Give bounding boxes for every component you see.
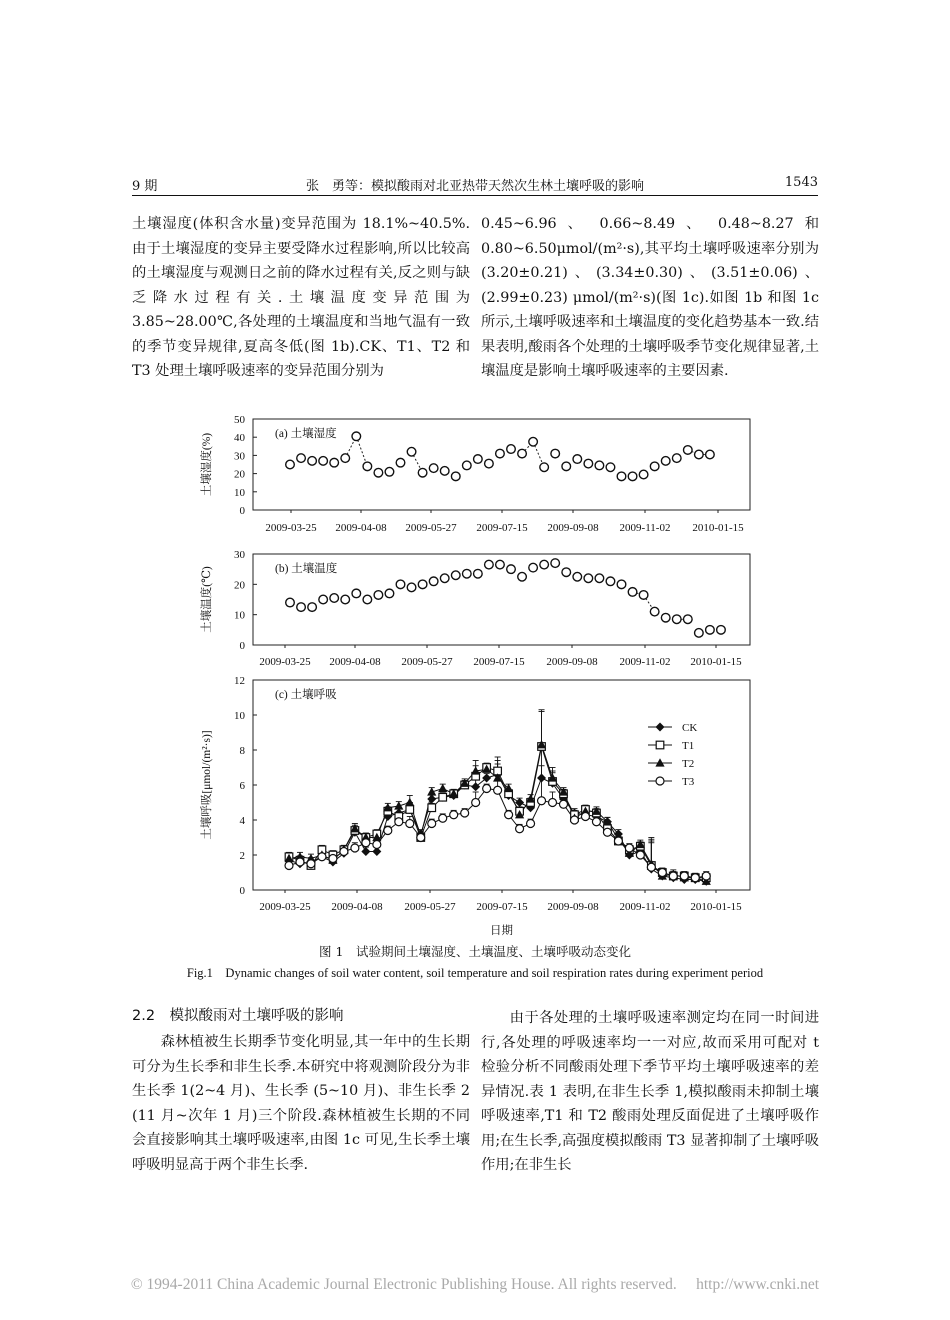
data-point bbox=[485, 459, 494, 468]
data-point bbox=[717, 626, 726, 635]
data-point bbox=[341, 595, 350, 604]
y-tick-label: 40 bbox=[234, 432, 245, 445]
t3-marker bbox=[296, 858, 304, 866]
t3-marker bbox=[603, 828, 611, 836]
y-tick-label: 8 bbox=[239, 745, 245, 757]
x-tick-label: 2010-01-15 bbox=[690, 901, 742, 913]
t3-marker bbox=[527, 820, 535, 828]
data-point bbox=[496, 449, 505, 458]
y-axis-label: 土壤湿度(%) bbox=[201, 432, 213, 497]
data-point bbox=[518, 449, 527, 458]
x-tick-label: 2009-04-08 bbox=[331, 901, 383, 913]
data-point bbox=[573, 455, 582, 464]
data-point bbox=[639, 470, 648, 479]
data-point bbox=[584, 574, 593, 583]
data-point bbox=[573, 572, 582, 581]
y-tick-label: 50 bbox=[234, 414, 245, 426]
data-point bbox=[429, 577, 438, 586]
figure-caption-en: Fig.1 Dynamic changes of soil water content, soil temperature and soil respiration rates during experiment period bbox=[186, 966, 764, 980]
bottom-left-paragraph: 森林植被生长期季节变化明显,其一年中的生长期可分为生长季和非生长季.本研究中将观测阶段分为非生长季 1(2~4 月)、生长季 (5~10 月)、非生长季 2 (11 月~次年 1 月)三个阶段.森林植被生长期的不同会直接影响其土壤呼吸速率,由图 1c 可见,生长季土壤呼吸明显高于两个非生长季. bbox=[132, 1034, 470, 1173]
x-tick-label: 2009-11-02 bbox=[619, 522, 671, 534]
data-point bbox=[407, 583, 416, 592]
panel-label: (c) 土壤呼吸 bbox=[275, 689, 337, 701]
data-point bbox=[396, 458, 405, 467]
x-tick-label: 2009-09-08 bbox=[547, 522, 599, 534]
data-point bbox=[695, 629, 704, 638]
data-point bbox=[385, 467, 394, 476]
data-point bbox=[650, 462, 659, 471]
data-point bbox=[496, 560, 505, 569]
top-left-paragraph: 土壤湿度(体积含水量)变异范围为 18.1%~40.5%. 由于土壤湿度的变异主要受降水过程影响,所以比较高的土壤湿度与观测日之前的降水过程有关,反之则与缺乏降水过程有关.土壤温度变异范围为 3.85~28.00℃,各处理的土壤温度和当地气温有一致的季节变异规律,夏高冬低(图 1b).CK、T1、T2 和 T3 处理土壤呼吸速率的变异范围分别为 bbox=[132, 216, 470, 379]
x-tick-label: 2009-07-15 bbox=[476, 522, 528, 534]
t3-marker bbox=[384, 827, 392, 835]
legend-label: T2 bbox=[682, 758, 695, 770]
data-point bbox=[286, 598, 295, 607]
data-point bbox=[363, 595, 372, 604]
t3-marker bbox=[647, 863, 655, 871]
t3-marker bbox=[362, 839, 370, 847]
x-tick-label: 2009-04-08 bbox=[329, 656, 381, 668]
ck-marker bbox=[427, 795, 436, 804]
data-point bbox=[474, 569, 483, 578]
t3-marker bbox=[285, 862, 293, 870]
y-tick-label: 6 bbox=[239, 780, 245, 792]
x-tick-label: 2009-09-08 bbox=[546, 656, 598, 668]
t3-marker bbox=[516, 825, 524, 833]
t3-marker bbox=[549, 799, 557, 807]
data-point bbox=[540, 463, 549, 472]
ck-marker bbox=[471, 782, 480, 791]
data-point bbox=[319, 595, 328, 604]
t3-marker bbox=[680, 872, 688, 880]
issue-number: 9 期 bbox=[132, 179, 158, 194]
t1-marker bbox=[656, 741, 664, 749]
x-tick-label: 2009-03-25 bbox=[259, 656, 311, 668]
data-point bbox=[429, 464, 438, 473]
data-point bbox=[363, 462, 372, 471]
data-point bbox=[507, 565, 516, 574]
t3-marker bbox=[592, 818, 600, 826]
panel-label: (b) 土壤温度 bbox=[275, 563, 338, 575]
data-point bbox=[463, 569, 472, 578]
data-point bbox=[330, 458, 339, 467]
running-title: 张 勇等：模拟酸雨对北亚热带天然次生林土壤呼吸的影响 bbox=[305, 179, 644, 194]
data-point bbox=[440, 467, 449, 476]
data-point bbox=[529, 437, 538, 446]
data-point bbox=[584, 459, 593, 468]
y-tick-label: 10 bbox=[234, 609, 245, 622]
t3-marker bbox=[483, 785, 491, 793]
x-tick-label: 2009-03-25 bbox=[265, 522, 317, 534]
data-point bbox=[330, 594, 339, 603]
data-point bbox=[341, 454, 350, 463]
data-point bbox=[684, 446, 693, 455]
copyright-footer: © 1994-2011 China Academic Journal Electronic Publishing House. All rights reserved. http://www.cnki.net bbox=[130, 1276, 820, 1293]
data-point bbox=[551, 559, 560, 568]
x-tick-label: 2009-07-15 bbox=[476, 901, 528, 913]
data-point bbox=[606, 577, 615, 586]
data-point bbox=[617, 472, 626, 481]
x-tick-label: 2009-03-25 bbox=[259, 901, 311, 913]
x-tick-label: 2009-11-02 bbox=[619, 901, 671, 913]
t3-marker bbox=[472, 799, 480, 807]
x-tick-label: 2010-01-15 bbox=[690, 656, 742, 668]
data-point bbox=[396, 580, 405, 589]
data-point bbox=[551, 449, 560, 458]
data-point bbox=[440, 574, 449, 583]
t3-marker bbox=[636, 851, 644, 859]
data-point bbox=[595, 461, 604, 470]
data-point bbox=[661, 457, 670, 466]
data-point bbox=[418, 580, 427, 589]
data-point bbox=[529, 563, 538, 572]
data-point bbox=[319, 457, 328, 466]
data-point bbox=[286, 460, 295, 469]
t3-marker bbox=[329, 855, 337, 863]
data-point bbox=[463, 461, 472, 470]
t3-marker bbox=[538, 797, 546, 805]
data-point bbox=[540, 560, 549, 569]
y-tick-label: 20 bbox=[234, 579, 245, 592]
y-tick-label: 0 bbox=[239, 640, 245, 652]
y-axis-label: 土壤温度(℃) bbox=[201, 566, 213, 633]
panel-label: (a) 土壤湿度 bbox=[275, 428, 337, 440]
data-point bbox=[650, 607, 659, 616]
y-tick-label: 30 bbox=[234, 450, 245, 463]
data-point bbox=[695, 450, 704, 459]
x-axis-label: 日期 bbox=[490, 925, 513, 937]
t3-marker bbox=[340, 848, 348, 856]
page-number: 1543 bbox=[784, 175, 818, 190]
data-point bbox=[451, 472, 460, 481]
data-point bbox=[418, 468, 427, 477]
t3-marker bbox=[702, 872, 710, 880]
t3-marker bbox=[691, 874, 699, 882]
y-tick-label: 12 bbox=[234, 675, 245, 687]
y-tick-label: 0 bbox=[239, 885, 245, 897]
x-tick-label: 2009-09-08 bbox=[547, 901, 599, 913]
x-tick-label: 2010-01-15 bbox=[692, 522, 744, 534]
data-point bbox=[308, 457, 317, 466]
ck-marker bbox=[656, 723, 665, 732]
x-tick-label: 2009-05-27 bbox=[405, 522, 457, 534]
data-point bbox=[639, 591, 648, 600]
t3-marker bbox=[656, 777, 664, 785]
data-point bbox=[672, 615, 681, 624]
figure-caption-zh: 图 1 试验期间土壤湿度、土壤温度、土壤呼吸动态变化 bbox=[319, 944, 631, 959]
legend-label: T1 bbox=[682, 740, 695, 752]
data-point bbox=[595, 574, 604, 583]
y-tick-label: 0 bbox=[239, 505, 245, 517]
ck-marker bbox=[361, 847, 370, 856]
data-point bbox=[485, 560, 494, 569]
t3-marker bbox=[658, 869, 666, 877]
data-point bbox=[474, 455, 483, 464]
x-tick-label: 2009-04-08 bbox=[335, 522, 387, 534]
plot-frame bbox=[253, 680, 750, 890]
t3-marker bbox=[428, 820, 436, 828]
legend-label: T3 bbox=[682, 776, 695, 788]
t3-marker bbox=[318, 853, 326, 861]
t1-marker bbox=[406, 806, 414, 814]
bottom-right-column bbox=[481, 1006, 819, 1178]
t3-marker bbox=[395, 818, 403, 826]
data-point bbox=[518, 572, 527, 581]
data-point bbox=[297, 454, 306, 463]
ck-marker bbox=[482, 774, 491, 783]
t3-marker bbox=[494, 786, 502, 794]
data-point bbox=[407, 447, 416, 456]
x-tick-label: 2009-07-15 bbox=[473, 656, 525, 668]
y-axis-label: 土壤呼吸[μmol/(m²·s)] bbox=[201, 730, 213, 840]
data-point bbox=[385, 589, 394, 598]
data-point bbox=[352, 432, 361, 441]
y-tick-label: 10 bbox=[234, 710, 245, 722]
t1-marker bbox=[428, 804, 436, 812]
t3-marker bbox=[560, 800, 568, 808]
t3-marker bbox=[669, 872, 677, 880]
data-point bbox=[628, 472, 637, 481]
data-point bbox=[374, 591, 383, 600]
t2-marker bbox=[405, 798, 414, 806]
data-point bbox=[606, 463, 615, 472]
data-point bbox=[706, 626, 715, 635]
y-tick-label: 4 bbox=[239, 815, 245, 827]
data-point bbox=[672, 454, 681, 463]
t3-marker bbox=[625, 844, 633, 852]
bottom-left-column bbox=[132, 1030, 470, 1177]
t3-marker bbox=[450, 811, 458, 819]
t3-marker bbox=[373, 841, 381, 849]
data-point bbox=[661, 613, 670, 622]
y-tick-label: 20 bbox=[234, 468, 245, 481]
bottom-right-paragraph: 由于各处理的土壤呼吸速率测定均在同一时间进行,各处理的呼吸速率均一一对应,故而采用可配对 t 检验分析不同酸雨处理下季节平均土壤呼吸速率的差异情况.表 1 表明,在非生长季 1,模拟酸雨未抑制土壤呼吸速率,T1 和 T2 酸雨处理反面促进了土壤呼吸作用;在生长季,高强度模拟酸雨 T3 显著抑制了土壤呼吸作用;在非生长 bbox=[481, 1010, 819, 1173]
data-point bbox=[617, 580, 626, 589]
data-point bbox=[684, 615, 693, 624]
t3-marker bbox=[307, 860, 315, 868]
x-tick-label: 2009-05-27 bbox=[401, 656, 453, 668]
t3-marker bbox=[406, 820, 414, 828]
y-tick-label: 30 bbox=[234, 549, 245, 561]
t2-marker bbox=[655, 758, 664, 766]
section-2-2-title: 2.2 模拟酸雨对土壤呼吸的影响 bbox=[132, 1008, 344, 1024]
data-point bbox=[507, 445, 516, 454]
t3-marker bbox=[581, 813, 589, 821]
data-point bbox=[297, 603, 306, 612]
t3-marker bbox=[570, 816, 578, 824]
t3-marker bbox=[614, 837, 622, 845]
y-tick-label: 10 bbox=[234, 486, 245, 499]
t1-marker bbox=[439, 793, 447, 801]
x-tick-label: 2009-05-27 bbox=[404, 901, 456, 913]
top-right-paragraph: 0.45~6.96 、 0.66~8.49 、 0.48~8.27 和 0.80~6.50μmol/(m²·s),其平均土壤呼吸速率分别为(3.20±0.21)、(3.34±0.30)、(3.51±0.06)、(2.99±0.23) μmol/(m²·s)(图 1c).如图 1b 和图 1c 所示,土壤呼吸速率和土壤温度的变化趋势基本一致.结果表明,酸雨各个处理的土壤呼吸季节变化规律显著,土壤温度是影响土壤呼吸速率的主要因素. bbox=[481, 216, 819, 379]
data-point bbox=[352, 589, 361, 598]
data-point bbox=[562, 462, 571, 471]
t3-marker bbox=[351, 844, 359, 852]
t3-marker bbox=[417, 834, 425, 842]
ck-marker bbox=[537, 774, 546, 783]
data-point bbox=[562, 568, 571, 577]
t2-marker bbox=[438, 784, 447, 792]
data-point bbox=[374, 468, 383, 477]
data-point bbox=[308, 603, 317, 612]
data-point bbox=[451, 571, 460, 580]
y-tick-label: 2 bbox=[239, 850, 245, 862]
t3-marker bbox=[461, 809, 469, 817]
legend-label: CK bbox=[682, 722, 698, 734]
x-tick-label: 2009-11-02 bbox=[619, 656, 671, 668]
t3-marker bbox=[505, 811, 513, 819]
data-point bbox=[706, 450, 715, 459]
t3-marker bbox=[439, 814, 447, 822]
data-point bbox=[628, 588, 637, 597]
